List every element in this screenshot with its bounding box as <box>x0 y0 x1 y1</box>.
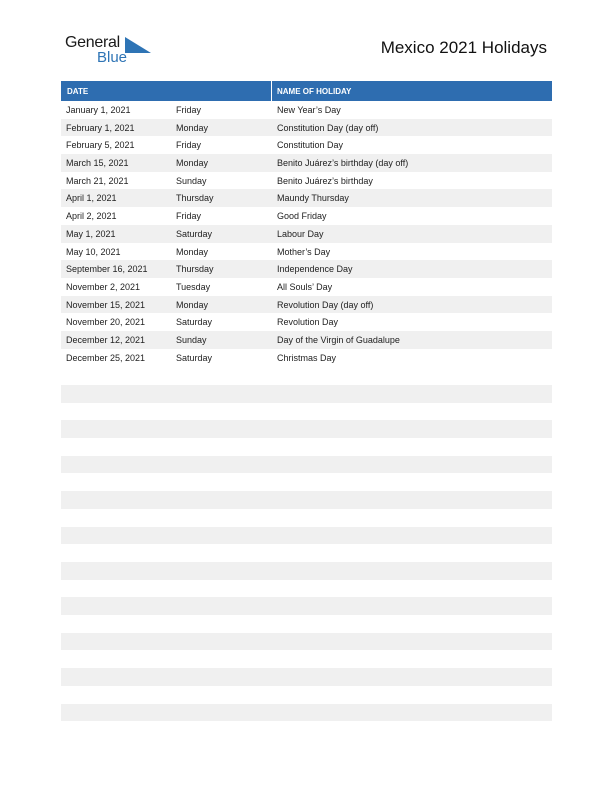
cell-day: Friday <box>176 211 202 222</box>
cell-date: December 12, 2021 <box>66 334 146 345</box>
cell-date: March 15, 2021 <box>66 158 129 169</box>
table-header <box>61 81 552 101</box>
table-row <box>61 136 552 154</box>
cell-date: May 1, 2021 <box>66 228 116 239</box>
cell-holiday-name: Christmas Day <box>277 352 337 363</box>
empty-row <box>61 704 552 722</box>
cell-date: April 1, 2021 <box>66 193 117 204</box>
cell-holiday-name: All Souls’ Day <box>277 281 333 292</box>
empty-row <box>61 633 552 651</box>
table-row <box>61 278 552 296</box>
table-row <box>61 225 552 243</box>
empty-row <box>61 668 552 686</box>
cell-date: March 21, 2021 <box>66 175 129 186</box>
empty-row <box>61 456 552 474</box>
holidays-table <box>61 81 552 366</box>
cell-holiday-name: Labour Day <box>277 228 324 239</box>
cell-holiday-name: Independence Day <box>277 264 353 275</box>
cell-holiday-name: Day of the Virgin of Guadalupe <box>277 334 400 345</box>
logo-text-general: General <box>65 34 120 51</box>
cell-holiday-name: Benito Juárez’s birthday (day off) <box>277 158 409 169</box>
table-row <box>61 119 552 137</box>
cell-holiday-name: Benito Juárez’s birthday <box>277 175 373 186</box>
table-row <box>61 189 552 207</box>
cell-date: December 25, 2021 <box>66 352 146 363</box>
cell-day: Sunday <box>176 334 207 345</box>
cell-holiday-name: Constitution Day (day off) <box>277 122 379 133</box>
cell-holiday-name: New Year’s Day <box>277 105 341 115</box>
cell-holiday-name: Maundy Thursday <box>277 193 349 204</box>
logo-text-blue: Blue <box>97 49 128 66</box>
cell-holiday-name: Revolution Day <box>277 317 339 328</box>
cell-date: May 10, 2021 <box>66 246 121 257</box>
cell-day: Sunday <box>176 175 207 186</box>
cell-day: Friday <box>176 105 202 115</box>
cell-day: Friday <box>176 140 202 151</box>
cell-holiday-name: Mother’s Day <box>277 246 331 257</box>
cell-day: Thursday <box>176 264 214 275</box>
table-body <box>61 101 552 366</box>
table-row <box>61 349 552 367</box>
cell-date: April 2, 2021 <box>66 211 117 222</box>
cell-day: Saturday <box>176 352 213 363</box>
logo-triangle-icon <box>125 37 151 53</box>
header-date: DATE <box>67 87 89 96</box>
table-row <box>61 260 552 278</box>
cell-holiday-name: Constitution Day <box>277 140 344 151</box>
cell-day: Monday <box>176 158 209 169</box>
table-row <box>61 313 552 331</box>
cell-holiday-name: Good Friday <box>277 211 327 222</box>
table-row <box>61 101 552 119</box>
empty-row <box>61 562 552 580</box>
header-name: NAME OF HOLIDAY <box>277 87 352 96</box>
page-title: Mexico 2021 Holidays <box>380 38 547 57</box>
generalblue-logo <box>65 34 155 68</box>
cell-holiday-name: Revolution Day (day off) <box>277 299 374 310</box>
cell-day: Tuesday <box>176 281 211 292</box>
cell-day: Monday <box>176 122 209 133</box>
cell-date: February 1, 2021 <box>66 122 135 133</box>
cell-day: Thursday <box>176 193 214 204</box>
table-row <box>61 207 552 225</box>
empty-row <box>61 420 552 438</box>
cell-day: Saturday <box>176 228 213 239</box>
empty-row <box>61 385 552 403</box>
cell-day: Monday <box>176 299 209 310</box>
empty-row <box>61 491 552 509</box>
empty-row <box>61 527 552 545</box>
header-divider <box>271 81 272 101</box>
cell-day: Monday <box>176 246 209 257</box>
empty-row <box>61 597 552 615</box>
cell-day: Saturday <box>176 317 213 328</box>
cell-date: February 5, 2021 <box>66 140 135 151</box>
cell-date: September 16, 2021 <box>66 264 148 275</box>
table-row <box>61 172 552 190</box>
table-row <box>61 296 552 314</box>
table-row <box>61 243 552 261</box>
cell-date: January 1, 2021 <box>66 105 131 115</box>
cell-date: November 15, 2021 <box>66 299 146 310</box>
table-row <box>61 154 552 172</box>
table-row <box>61 331 552 349</box>
cell-date: November 2, 2021 <box>66 281 141 292</box>
cell-date: November 20, 2021 <box>66 317 146 328</box>
